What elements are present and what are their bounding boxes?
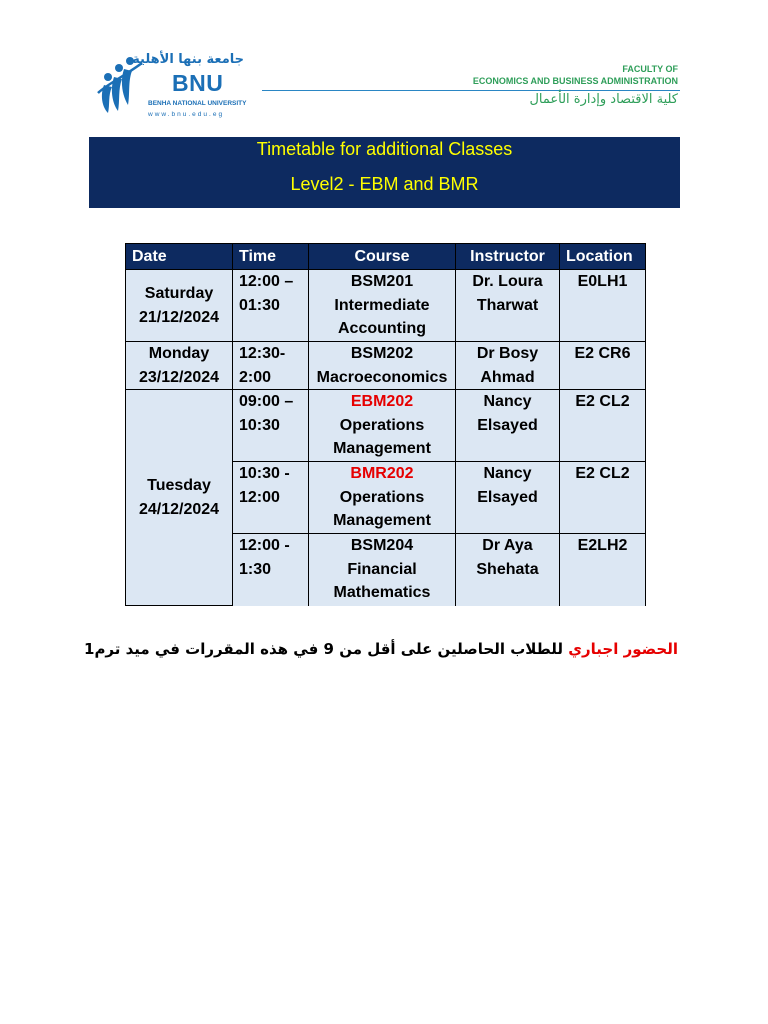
course-cell [309, 270, 456, 342]
time-cell [233, 390, 309, 462]
time-end: 10:30 [239, 416, 280, 434]
course-name-line1: Intermediate [334, 296, 430, 314]
course-name-line2: Management [333, 440, 431, 457]
table-header-row [126, 244, 646, 270]
course-cell [309, 342, 456, 390]
table-row [126, 342, 646, 390]
location-cell: E2 CR6 [560, 342, 646, 390]
time-end: 12:00 [239, 488, 280, 506]
day-date: 21/12/2024 [138, 308, 220, 326]
faculty-title-line2: ECONOMICS AND BUSINESS ADMINISTRATION [472, 76, 678, 86]
course-name-line2: Management [333, 512, 431, 529]
day-name: Tuesday [147, 477, 211, 494]
instructor-line2: Tharwat [476, 296, 539, 314]
time-cell [233, 534, 309, 606]
time-cell [233, 270, 309, 342]
course-code: BSM201 [350, 273, 414, 290]
university-short-name: BNU [172, 70, 224, 96]
course-cell [309, 534, 456, 606]
timetable [125, 243, 646, 606]
course-cell [309, 390, 456, 462]
faculty-title-line1: FACULTY OF [622, 64, 678, 74]
header-time: Time [233, 244, 309, 270]
date-cell [126, 342, 233, 390]
course-name-line1: Financial [347, 560, 417, 578]
day-date: 24/12/2024 [138, 500, 220, 518]
course-cell [309, 462, 456, 534]
instructor-cell [456, 462, 560, 534]
instructor-cell [456, 342, 560, 390]
location-cell: E2 CL2 [560, 462, 646, 534]
time-start: 12:00 – [239, 273, 294, 290]
location-cell: E2LH2 [560, 534, 646, 606]
location-cell: E2 CL2 [560, 390, 646, 462]
time-end: 2:00 [239, 368, 272, 386]
header-divider [262, 90, 680, 91]
course-name-line1: Operations [339, 488, 425, 506]
course-code: BSM202 [350, 345, 414, 362]
banner-subtitle: Level2 - EBM and BMR [290, 174, 479, 194]
course-code: BSM204 [350, 537, 414, 554]
instructor-line2: Elsayed [477, 416, 538, 434]
table-row [126, 270, 646, 342]
day-name: Monday [148, 345, 210, 362]
instructor-cell [456, 390, 560, 462]
course-code: BMR202 [350, 465, 414, 482]
instructor-line2: Shehata [476, 560, 539, 578]
course-name-line2: Mathematics [333, 584, 431, 601]
location-cell: E0LH1 [560, 270, 646, 342]
instructor-line1: Nancy [483, 465, 532, 482]
instructor-line1: Dr Bosy [476, 345, 539, 362]
time-start: 12:30- [239, 345, 286, 362]
university-arabic-name: جامعة بنها الأهلية [132, 52, 244, 67]
time-cell [233, 342, 309, 390]
instructor-line1: Nancy [483, 393, 532, 410]
time-start: 10:30 - [239, 465, 290, 482]
header-date: Date [126, 244, 233, 270]
attendance-note-text: للطلاب الحاصلين على أقل من 9 في هذه المقررات في ميد ترم1 [84, 640, 569, 658]
university-full-name: BENHA NATIONAL UNIVERSITY [148, 100, 247, 107]
attendance-note [84, 640, 678, 658]
attendance-note-emphasis: الحضور اجباري [568, 640, 678, 658]
instructor-line1: Dr Aya [482, 537, 533, 554]
course-name-line2: Accounting [338, 320, 426, 337]
header-location: Location [560, 244, 646, 270]
title-banner [89, 137, 680, 208]
header-instructor: Instructor [456, 244, 560, 270]
instructor-cell [456, 534, 560, 606]
date-cell [126, 270, 233, 342]
header-course: Course [309, 244, 456, 270]
time-cell [233, 462, 309, 534]
instructor-line2: Ahmad [480, 368, 535, 386]
instructor-cell [456, 270, 560, 342]
table-row [126, 390, 646, 462]
banner-title: Timetable for additional Classes [256, 139, 513, 159]
time-start: 12:00 - [239, 537, 290, 554]
time-start: 09:00 – [239, 393, 294, 410]
letterhead [0, 0, 768, 130]
course-name-line1: Macroeconomics [316, 368, 448, 386]
day-date: 23/12/2024 [138, 368, 220, 386]
instructor-line1: Dr. Loura [472, 273, 543, 290]
course-name-line1: Operations [339, 416, 425, 434]
university-website: www.bnu.edu.eg [148, 111, 225, 118]
day-name: Saturday [144, 285, 214, 302]
date-cell [126, 390, 233, 606]
faculty-arabic-title: كلية الاقتصاد وإدارة الأعمال [529, 92, 678, 107]
course-code: EBM202 [350, 393, 414, 410]
time-end: 1:30 [239, 560, 272, 578]
instructor-line2: Elsayed [477, 488, 538, 506]
time-end: 01:30 [239, 296, 280, 314]
